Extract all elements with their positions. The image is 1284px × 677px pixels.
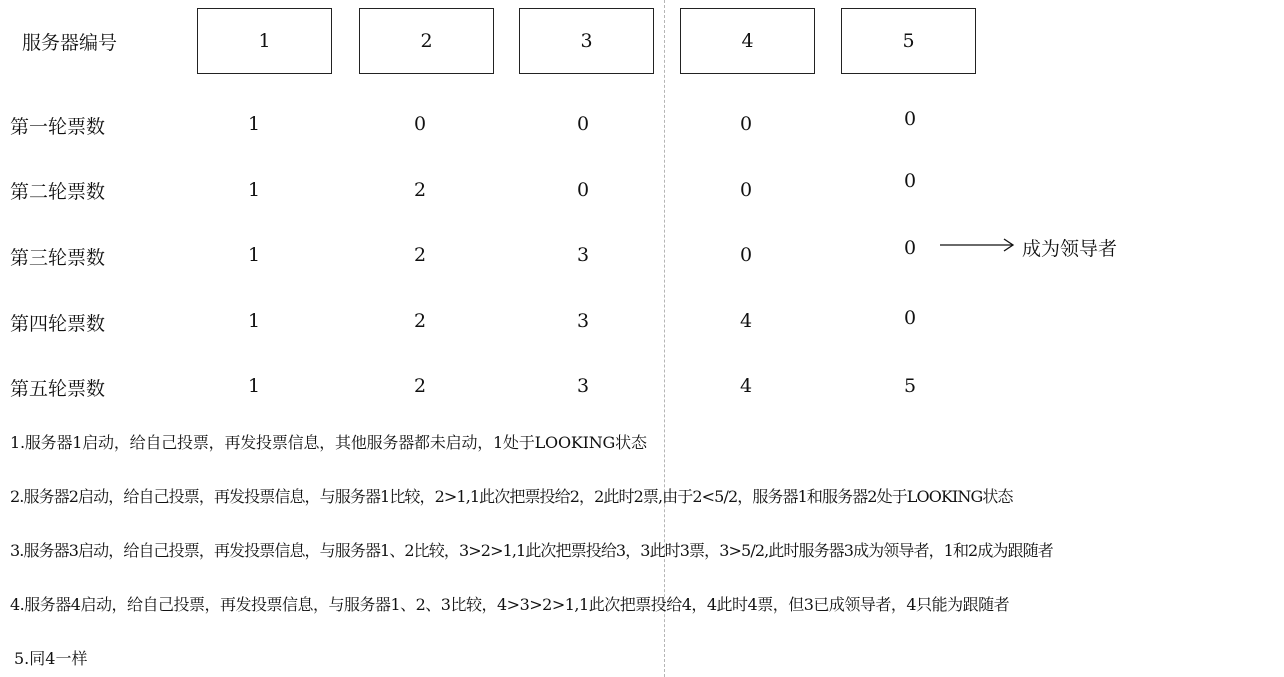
vote-cell: 0 [413,113,427,135]
vote-cell: 4 [739,310,753,332]
server-box-5: 5 [841,8,976,74]
vote-cell: 0 [903,237,917,259]
vote-cell: 0 [903,108,917,130]
round-label: 第一轮票数 [10,116,106,138]
vote-cell: 5 [903,375,917,397]
vote-cell: 0 [739,113,753,135]
note-line: 1.服务器1启动，给自己投票，再发投票信息，其他服务器都未启动，1处于LOOKING状态 [10,433,647,452]
round-label: 第二轮票数 [10,181,106,203]
vote-cell: 1 [247,310,261,332]
vote-cell: 0 [903,170,917,192]
note-line: 5.同4一样 [14,649,88,668]
vote-cell: 0 [739,179,753,201]
arrow-right-icon [940,237,1016,253]
center-divider [664,0,665,677]
server-box-2: 2 [359,8,494,74]
vote-cell: 2 [413,179,427,201]
round-label: 第三轮票数 [10,247,106,269]
vote-cell: 0 [576,179,590,201]
server-box-4: 4 [680,8,815,74]
vote-cell: 1 [247,244,261,266]
vote-cell: 3 [576,244,590,266]
vote-cell: 3 [576,310,590,332]
vote-cell: 1 [247,179,261,201]
vote-cell: 4 [739,375,753,397]
vote-cell: 2 [413,375,427,397]
round-label: 第四轮票数 [10,313,106,335]
note-line: 4.服务器4启动，给自己投票，再发投票信息，与服务器1、2、3比较，4>3>2>1,1此次把票投给4，4此时4票，但3已成领导者，4只能为跟随者 [10,595,1010,614]
vote-cell: 0 [739,244,753,266]
note-line: 3.服务器3启动，给自己投票，再发投票信息，与服务器1、2比较，3>2>1,1此次把票投给3，3此时3票，3>5/2,此时服务器3成为领导者，1和2成为跟随者 [10,541,1053,560]
vote-cell: 1 [247,375,261,397]
vote-cell: 0 [576,113,590,135]
vote-cell: 2 [413,310,427,332]
server-number-label: 服务器编号 [22,32,118,54]
note-line: 2.服务器2启动，给自己投票，再发投票信息，与服务器1比较，2>1,1此次把票投给2，2此时2票,由于2<5/2，服务器1和服务器2处于LOOKING状态 [10,487,1013,506]
vote-cell: 1 [247,113,261,135]
server-box-1: 1 [197,8,332,74]
vote-cell: 2 [413,244,427,266]
leader-annotation: 成为领导者 [1022,238,1118,260]
round-label: 第五轮票数 [10,378,106,400]
vote-cell: 0 [903,307,917,329]
server-box-3: 3 [519,8,654,74]
vote-cell: 3 [576,375,590,397]
